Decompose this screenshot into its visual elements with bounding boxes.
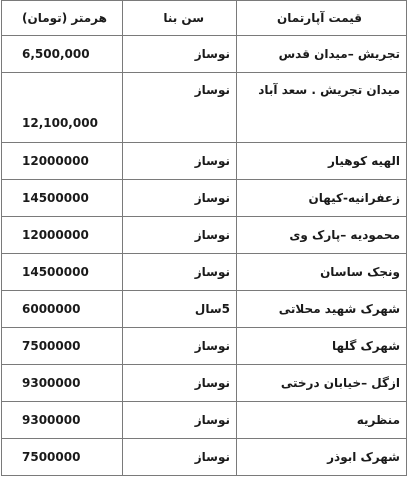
age-cell: 5سال [123,291,237,328]
price-cell: 7500000 [2,439,123,476]
table-header-row [2,1,407,36]
age-cell: نوساز [123,180,237,217]
price-cell: 14500000 [2,180,123,217]
location-cell: محمودیه –پارک وی [237,217,407,254]
location-cell: منظریه [237,402,407,439]
price-cell: 12000000 [2,143,123,180]
age-cell: نوساز [123,365,237,402]
age-cell: نوساز [123,143,237,180]
age-cell: نوساز [123,254,237,291]
price-cell: 12,100,000 [2,73,123,143]
age-cell: نوساز [123,402,237,439]
apartment-price-table [1,0,407,476]
table-row [2,365,407,402]
price-cell: 14500000 [2,254,123,291]
header-price-per-meter: هرمتر (تومان) [2,1,123,36]
table-row [2,328,407,365]
location-cell: شهرک ابوذر [237,439,407,476]
age-cell: نوساز [123,73,237,143]
table-row [2,73,407,143]
table-row [2,36,407,73]
age-cell: نوساز [123,439,237,476]
table-row [2,254,407,291]
header-apartment-price: قیمت آپارتمان [237,1,407,36]
location-cell: شهرک شهید محلاتی [237,291,407,328]
table-row [2,143,407,180]
location-cell: میدان تجریش . سعد آباد [237,73,407,143]
location-cell: ونجک ساسان [237,254,407,291]
price-cell: 9300000 [2,402,123,439]
table-row [2,180,407,217]
price-cell: 9300000 [2,365,123,402]
table-row [2,402,407,439]
age-cell: نوساز [123,36,237,73]
table-row [2,291,407,328]
location-cell: ازگل –خیابان درختی [237,365,407,402]
header-building-age: سن بنا [123,1,237,36]
location-cell: تجریش –میدان قدس [237,36,407,73]
price-cell: 6000000 [2,291,123,328]
table-row [2,217,407,254]
age-cell: نوساز [123,217,237,254]
price-cell: 7500000 [2,328,123,365]
age-cell: نوساز [123,328,237,365]
location-cell: زعفرانیه-کیهان [237,180,407,217]
location-cell: شهرک گلها [237,328,407,365]
table-row [2,439,407,476]
price-cell: 6,500,000 [2,36,123,73]
location-cell: الهیه کوهیار [237,143,407,180]
price-cell: 12000000 [2,217,123,254]
